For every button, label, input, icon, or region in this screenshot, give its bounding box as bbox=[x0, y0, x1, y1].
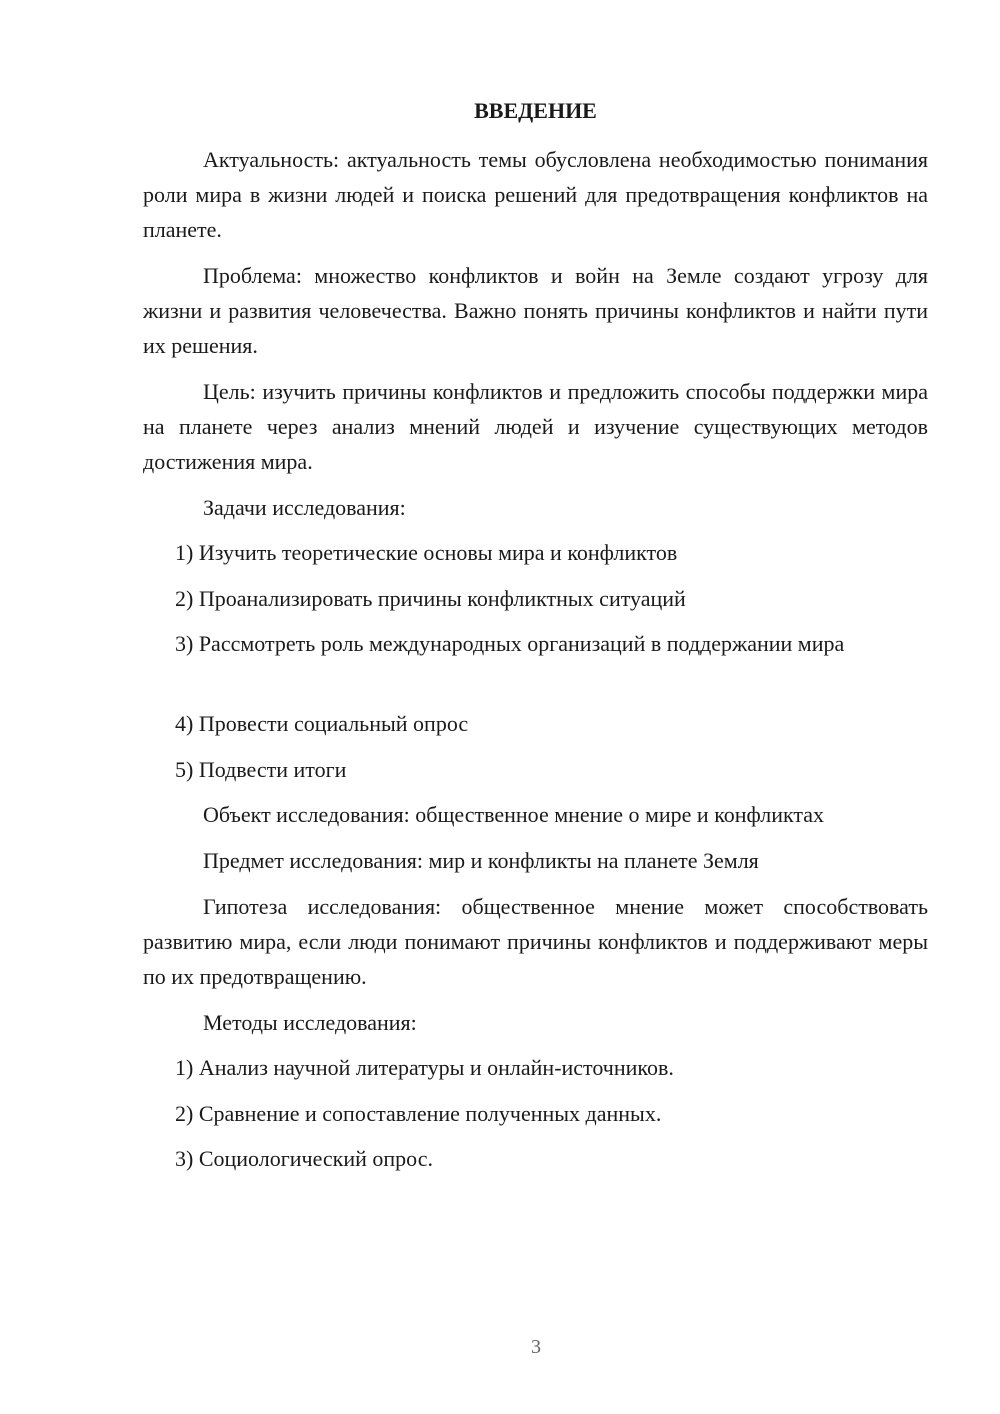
method-item-3: 3) Социологический опрос. bbox=[175, 1146, 433, 1171]
research-object: Объект исследования: общественное мнение о мире и конфликтах bbox=[203, 802, 825, 827]
goal-paragraph: Цель: изучить причины конфликтов и предложить способы поддержки мира на планете через анализ мнений людей и изучение существующих методов достижения мира. bbox=[143, 379, 928, 474]
task-item-2: 2) Проанализировать причины конфликтных ситуаций bbox=[175, 586, 686, 611]
hypothesis-paragraph: Гипотеза исследования: общественное мнение может способствовать развитию мира, если люди понимают причины конфликтов и поддерживают меры по их предотвращению. bbox=[143, 894, 928, 989]
relevance-paragraph: Актуальность: актуальность темы обусловлена необходимостью понимания роли мира в жизни людей и поиска решений для предотвращения конфликтов на планете. bbox=[143, 147, 928, 242]
methods-heading: Методы исследования: bbox=[203, 1010, 417, 1035]
research-subject: Предмет исследования: мир и конфликты на планете Земля bbox=[203, 848, 759, 873]
task-item-3: 3) Рассмотреть роль международных организаций в поддержании мира bbox=[175, 631, 845, 656]
page-title: ВВЕДЕНИЕ bbox=[474, 98, 597, 123]
task-item-5: 5) Подвести итоги bbox=[175, 757, 347, 782]
task-item-1: 1) Изучить теоретические основы мира и конфликтов bbox=[175, 540, 678, 565]
method-item-2: 2) Сравнение и сопоставление полученных данных. bbox=[175, 1101, 662, 1126]
method-item-1: 1) Анализ научной литературы и онлайн-источников. bbox=[175, 1055, 674, 1080]
task-item-4: 4) Провести социальный опрос bbox=[175, 711, 469, 736]
tasks-heading: Задачи исследования: bbox=[203, 495, 406, 520]
page-number: 3 bbox=[531, 1336, 541, 1358]
problem-paragraph: Проблема: множество конфликтов и войн на Земле создают угрозу для жизни и развития человечества. Важно понять причины конфликтов и найти пути их решения. bbox=[143, 263, 928, 358]
